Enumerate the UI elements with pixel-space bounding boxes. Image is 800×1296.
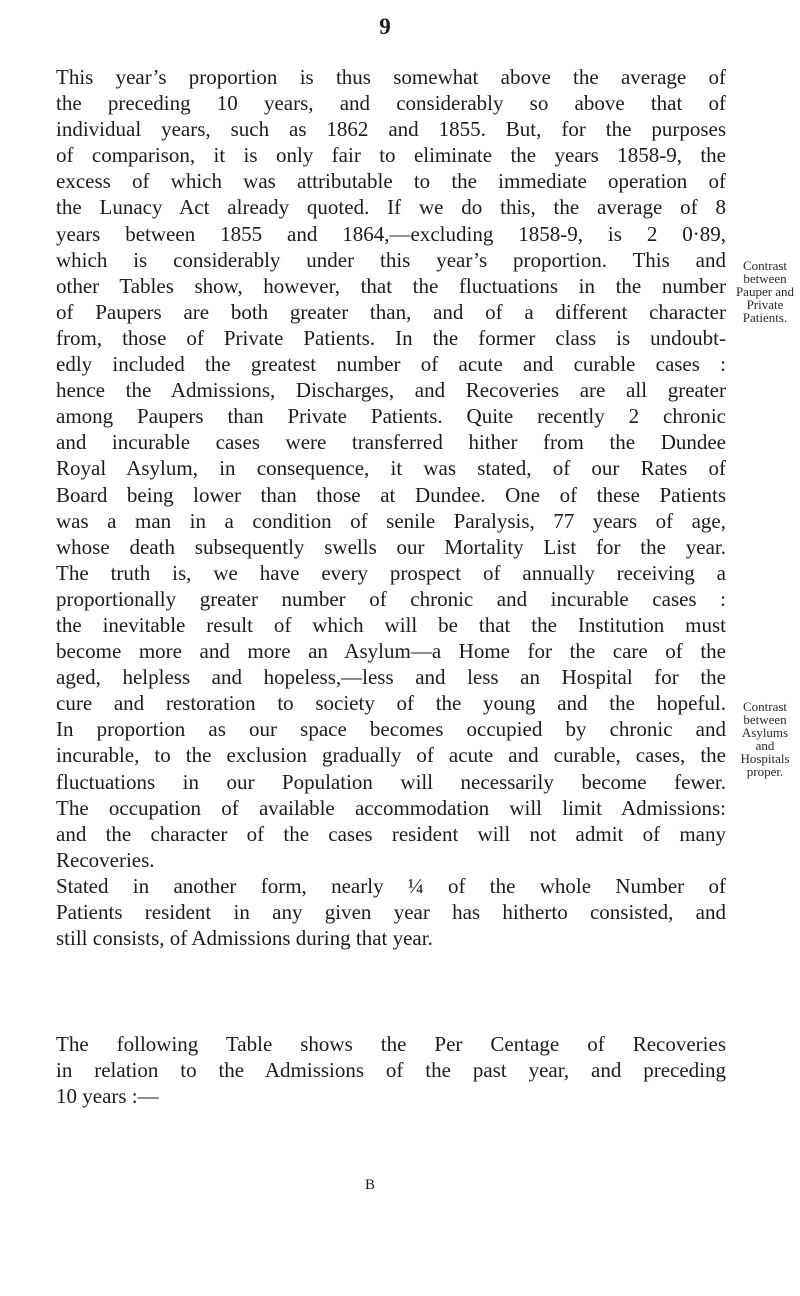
text-line: other Tables show, however, that the fluctuations in the number (56, 273, 726, 298)
text-line: the inevitable result of which will be that the Institution must (56, 612, 726, 637)
text-line: which is considerably under this year’s proportion. This and (56, 247, 726, 272)
text-line: Stated in another form, nearly ¼ of the whole Number of (56, 873, 726, 898)
text-line: cure and restoration to society of the young and the hopeful. (56, 691, 726, 716)
body-paragraph-2 (56, 1031, 726, 1109)
text-line: years between 1855 and 1864,—excluding 1858-9, is 2 0·89, (56, 221, 726, 246)
text-line: still consists, of Admissions during that year. (56, 926, 433, 951)
text-line: in relation to the Admissions of the past year, and preceding (56, 1058, 726, 1083)
text-line: become more and more an Asylum—a Home for the care of the (56, 639, 726, 664)
text-line: This year’s proportion is thus somewhat above the average of (56, 65, 726, 89)
margin-note-line: Contrast (742, 699, 788, 714)
margin-note-line: Hospitals (740, 751, 790, 766)
text-line: In proportion as our space becomes occupied by chronic and (56, 717, 726, 742)
page-number: 9 (379, 14, 391, 39)
text-line: Recoveries. (56, 847, 155, 872)
text-line: edly included the greatest number of acute and curable cases : (56, 352, 726, 377)
margin-note-line: Contrast (742, 258, 788, 273)
margin-note-line: Asylums (741, 725, 789, 740)
text-line: and incurable cases were transferred hither from the Dundee (56, 430, 726, 455)
text-line: The truth is, we have every prospect of annually receiving a (56, 560, 726, 585)
margin-note-line: Pauper and (735, 284, 795, 299)
text-line: was a man in a condition of senile Paralysis, 77 years of age, (56, 508, 726, 533)
text-line: proportionally greater number of chronic and incurable cases : (56, 586, 726, 611)
margin-note-asylums-hospitals (724, 700, 800, 778)
margin-note-line: between (743, 271, 787, 286)
text-line: Patients resident in any given year has hitherto consisted, and (56, 900, 726, 924)
margin-note-line: between (743, 712, 787, 727)
text-line: hence the Admissions, Discharges, and Recoveries are all greater (56, 378, 726, 403)
text-line: and the character of the cases resident will not admit of many (56, 821, 726, 846)
margin-note-pauper-private (724, 259, 800, 324)
text-line: of Paupers are both greater than, and of a different character (56, 299, 726, 324)
text-line: Board being lower than those at Dundee. One of these Patients (56, 482, 726, 507)
text-line: fluctuations in our Population will necessarily become fewer. (56, 769, 726, 794)
text-line: aged, helpless and hopeless,—less and less an Hospital for the (56, 665, 726, 690)
body-paragraph-1 (56, 64, 726, 951)
text-line: whose death subsequently swells our Mortality List for the year. (56, 534, 726, 559)
text-line: the Lunacy Act already quoted. If we do this, the average of 8 (56, 195, 726, 220)
text-line: The following Table shows the Per Centage of Recoveries (56, 1032, 726, 1056)
text-line: The occupation of available accommodation will limit Admissions: (56, 795, 726, 820)
text-line: among Paupers than Private Patients. Quite recently 2 chronic (56, 404, 726, 429)
margin-note-line: proper. (746, 764, 784, 779)
text-line: Royal Asylum, in consequence, it was stated, of our Rates of (56, 456, 726, 481)
text-line: incurable, to the exclusion gradually of acute and curable, cases, the (56, 743, 726, 768)
text-line: from, those of Private Patients. In the former class is undoubt- (56, 325, 726, 350)
text-line: 10 years :— (56, 1084, 159, 1109)
text-line: of comparison, it is only fair to eliminate the years 1858-9, the (56, 143, 726, 168)
text-line: the preceding 10 years, and considerably so above that of (56, 91, 726, 116)
text-line: individual years, such as 1862 and 1855. But, for the purposes (56, 117, 726, 142)
signature-mark: B (364, 1177, 375, 1193)
margin-note-line: Private (746, 297, 784, 312)
margin-note-line: and (755, 738, 775, 753)
text-line: excess of which was attributable to the immediate operation of (56, 169, 726, 194)
margin-note-line: Patients. (742, 310, 788, 325)
